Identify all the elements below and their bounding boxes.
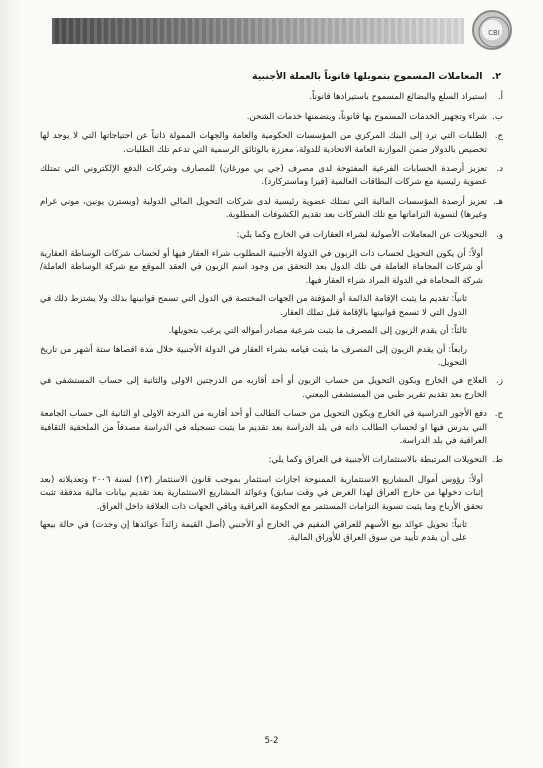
- list-item: [40, 454, 503, 467]
- scan-shadow: [0, 0, 20, 768]
- item-text: العلاج في الخارج ويكون التحويل من حساب الزبون أو أحد أقاربه من الدرجتين الاولى والثانية إلى حساب المستشفى في الخارج بعد تقديم تقرير طبي من المستشفى المعني.: [40, 376, 487, 400]
- section-number: ٢.: [491, 71, 501, 82]
- item-text: الطلبات التي ترد إلى البنك المركزي من المؤسسات الحكومية والعامة والجهات الممولة ذاتياً عن احتياجاتها التي لا يوجد لها تخصيص بالدولار ضمن الموازنة العامة الاتحادية للدولة، معززة بالوثائق الرسمية التي تدعم تلك الطلبات.: [40, 131, 487, 155]
- item-text: دفع الأجور الدراسية في الخارج ويكون التحويل من حساب الطالب أو أحد أقاربه من الدرجة الاولى او الثانية الى حساب الجامعة التي يدرس فيها او لحساب الطالب ذاته في بلد الدراسة بعد تقديم ما يثبت تسجيله في الدراسة مصدقاً من الملحقية الثقافية العراقية في بلد الدراسة.: [40, 409, 487, 446]
- logo-text: CBI: [488, 29, 500, 37]
- item-text: تعزيز أرصدة المؤسسات المالية التي تمتلك عضوية رئيسية لدى شركات التحويل المالي الدولية (ويسترن يونين، موني غرام وغيرها) لتسوية التزاماتها مع تلك الشركات بعد تقديم الكشوفات المطلوبة.: [40, 196, 487, 221]
- item-label: ط.: [492, 455, 503, 466]
- item-label: ز.: [496, 376, 503, 387]
- list-item: [40, 196, 503, 223]
- list-item: [40, 229, 503, 242]
- section-title: المعاملات المسموح بتمويلها قانوناً بالعملة الأجنبية: [252, 71, 483, 82]
- seal-graphic: [474, 12, 514, 52]
- sub-item: أولاً: رؤوس أموال المشاريع الاستثمارية الممنوحة اجازات استثمار بموجب قانون الاستثمار (١٣) لسنة ٢٠٠٦ وتعديلاته (بعد إثبات دخولها من خارج العراق لهذا الغرض في وقت سابق) وعوائد المشاريع الاستثمارية بعد تقديم بيانات مالية مدققة تثبت تحقق الأرباح وما يثبت تسوية التزامات المستثمر مع الحكومة العراقية وباقي الجهات ذات العلاقة داخل العراق.: [40, 474, 483, 512]
- sub-item: ثانياً: تقديم ما يثبت الإقامة الدائمة أو المؤقتة من الجهات المختصة في الدول التي تسمح قوانينها بذلك ولا يشترط ذلك في الدول التي لا تسمح قوانينها بالإقامة قبل تملك العقار.: [40, 294, 467, 318]
- item-label: أ.: [497, 92, 503, 103]
- item-text: تعزيز أرصدة الحسابات الفرعية المفتوحة لدى مصرف (جي بي مورغان) للمصارف وشركات الدفع الإلكتروني التي تمتلك عضوية رئيسية مع شركات البطاقات العالمية (فيزا وماستركارد).: [40, 164, 487, 188]
- list-item: [40, 375, 503, 402]
- page-number: 5-2: [264, 736, 279, 746]
- document-content: [40, 70, 503, 551]
- sub-item: ثالثاً: أن يقدم الزبون إلى المصرف ما يثبت شرعية مصادر أمواله التي يرغب بتحويلها.: [168, 326, 467, 337]
- list-item: [40, 111, 503, 124]
- sub-item: ثانياً: تحويل عوائد بيع الأسهم للعراقي المقيم في الخارج أو الأجنبي (أصل القيمة زائداً عوائدها إن وجدت) في حالة بيعها على أن يقدم تأييد من سوق العراق للأوراق المالية.: [40, 519, 467, 544]
- item-label: و.: [496, 229, 503, 240]
- item-label: ب.: [492, 111, 503, 122]
- item-label: هـ.: [493, 196, 503, 207]
- item-text: شراء وتجهيز الخدمات المسموح بها قانوناً، ويتضمنها خدمات الشحن.: [246, 111, 487, 122]
- list-item: [40, 91, 503, 104]
- item-label: ح.: [494, 409, 503, 420]
- item-text: التحويلات المرتبطة بالاستثمارات الأجنبية في العراق وكما يلي:: [268, 455, 487, 466]
- item-text: استيراد السلع والبضائع المسموح باستيرادها قانوناً.: [309, 92, 487, 103]
- list-item: [40, 163, 503, 190]
- section-heading: [40, 70, 503, 83]
- item-text: التحويلات عن المعاملات الأصولية لشراء العقارات في الخارج وكما يلي:: [236, 229, 487, 240]
- list-item: [40, 408, 503, 448]
- central-bank-seal-icon: [472, 10, 512, 50]
- item-label: د.: [496, 164, 503, 175]
- sub-item: أولاً: أن يكون التحويل لحساب ذات الزبون في الدولة الأجنبية المطلوب شراء العقار فيها أو لحساب شركات الوساطة العقارية أو شركات المحاماة العاملة في تلك الدول بعد التحقق من وجود اسم الزبون في العقد الموقع مع شركة الوساطة العاملة/شركة المحاماة في الدولة المراد شراء العقار فيها.: [40, 249, 483, 286]
- header-band: [52, 18, 464, 44]
- sub-item: رابعاً: أن يقدم الزبون إلى المصرف ما يثبت قيامه بشراء العقار في الدولة الأجنبية خلال مدة اقصاها ستة أشهر من تاريخ التحويل.: [40, 344, 467, 368]
- list-item: [40, 130, 503, 157]
- item-label: ج.: [494, 131, 503, 142]
